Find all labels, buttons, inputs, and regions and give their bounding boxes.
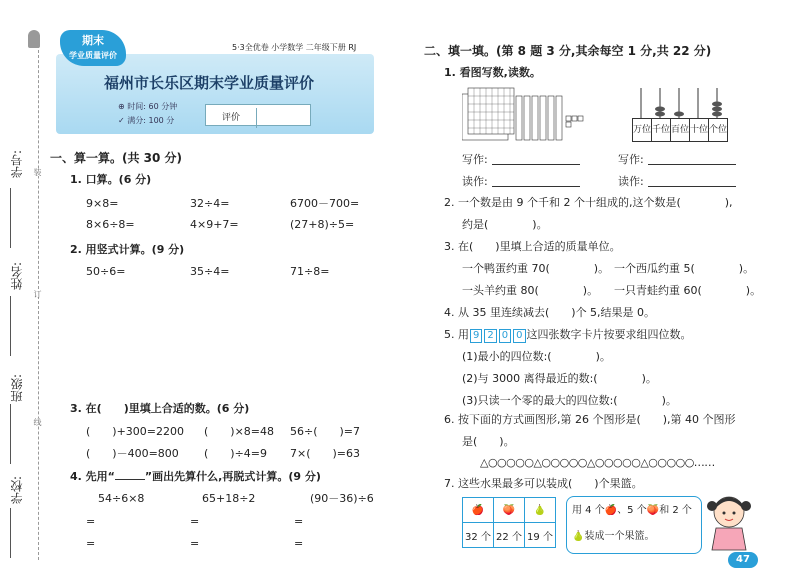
equals-sign: = bbox=[294, 515, 304, 528]
badge-line2: 学业质量评价 bbox=[69, 51, 117, 60]
abacus-place-table bbox=[632, 118, 728, 142]
s2-q6-line1: 6. 按下面的方式画图形,第 26 个图形是( ),第 40 个图形 bbox=[444, 413, 736, 426]
read-blank bbox=[648, 186, 736, 187]
bubble-line1: 用 4 个🍎、5 个🍑和 2 个 bbox=[572, 505, 692, 516]
s2-q5-label: 5. 用 9 2 0 0 这四张数字卡片按要求组四位数。 bbox=[444, 328, 692, 341]
vertical-calc-item: 50÷6= bbox=[86, 265, 126, 278]
binding-line bbox=[38, 40, 39, 560]
vertical-calc-item: 35÷4= bbox=[190, 265, 230, 278]
oral-item: 6700－700= bbox=[290, 197, 360, 210]
section2-heading: 二、填一填。(第 8 题 3 分,其余每空 1 分,共 22 分) bbox=[424, 44, 712, 58]
step-calc-item: 65+18÷2 bbox=[202, 492, 256, 505]
name-label: 姓名: bbox=[10, 262, 24, 291]
fruit-count: 19 个 bbox=[525, 523, 556, 548]
write-blank bbox=[492, 164, 580, 165]
unit-item: 一个鸭蛋约重 70( )。 bbox=[462, 262, 610, 275]
page-title: 福州市长乐区期末学业质量评价 bbox=[104, 74, 315, 92]
full-score-info: ✓ 满分: 100 分 bbox=[118, 116, 175, 125]
badge-line1: 期末 bbox=[82, 34, 104, 47]
digit-card: 0 bbox=[513, 329, 525, 343]
place-cell: 千位 bbox=[652, 119, 671, 142]
cube-blocks-illustration bbox=[462, 86, 592, 146]
place-cell: 万位 bbox=[633, 119, 652, 142]
s2-q4: 4. 从 35 里连续减去( )个 5,结果是 0。 bbox=[444, 306, 656, 319]
s2-q3-label: 3. 在( )里填上合适的质量单位。 bbox=[444, 240, 621, 253]
girl-character-icon bbox=[704, 492, 754, 554]
oral-item: 8×6÷8= bbox=[86, 218, 135, 231]
equals-sign: = bbox=[294, 537, 304, 550]
write-label: 写作: bbox=[462, 153, 488, 166]
fruit-count: 22 个 bbox=[494, 523, 525, 548]
rocket-icon bbox=[28, 30, 40, 48]
step-calc-item: (90－36)÷6 bbox=[310, 492, 374, 505]
s2-q2-line1: 2. 一个数是由 9 个千和 2 个十组成的,这个数是( ), bbox=[444, 196, 733, 209]
fill-item: ( )+300=2200 bbox=[86, 425, 185, 438]
shape-pattern: △○○○○○△○○○○○△○○○○○△○○○○○…… bbox=[480, 456, 715, 469]
write-label: 写作: bbox=[618, 153, 644, 166]
cut-mark: 装 bbox=[33, 168, 42, 176]
q5-subitem: (1)最小的四位数:( )。 bbox=[462, 350, 611, 363]
read-blank bbox=[492, 186, 580, 187]
oral-item: (27+8)÷5= bbox=[290, 218, 355, 231]
pear-icon: 🍐 bbox=[525, 498, 556, 523]
place-cell: 百位 bbox=[671, 119, 690, 142]
fill-item: 56÷( )=7 bbox=[290, 425, 361, 438]
fruit-count: 32 个 bbox=[463, 523, 494, 548]
class-label: 班级: bbox=[10, 374, 24, 403]
student-no-label: 学号: bbox=[10, 150, 24, 179]
vertical-calc-item: 71÷8= bbox=[290, 265, 330, 278]
school-line bbox=[10, 508, 11, 558]
place-cell: 十位 bbox=[690, 119, 709, 142]
fruit-table bbox=[462, 497, 556, 548]
apple-icon: 🍎 bbox=[463, 498, 494, 523]
page-number: 47 bbox=[728, 552, 758, 568]
school-label: 学校: bbox=[10, 476, 24, 505]
oral-item: 4×9+7= bbox=[190, 218, 239, 231]
unit-item: 一头羊约重 80( )。 bbox=[462, 284, 599, 297]
place-cell: 个位 bbox=[709, 119, 728, 142]
fill-item: ( )－400=800 bbox=[86, 447, 179, 460]
digit-card: 2 bbox=[484, 329, 496, 343]
section1-heading: 一、算一算。(共 30 分) bbox=[50, 151, 183, 165]
cut-mark: 线 bbox=[33, 418, 42, 426]
digit-card: 0 bbox=[499, 329, 511, 343]
oral-item: 9×8= bbox=[86, 197, 119, 210]
q1-label: 1. 口算。(6 分) bbox=[70, 173, 152, 186]
bubble-line2: 🍐装成一个果篮。 bbox=[572, 531, 655, 542]
equals-sign: = bbox=[86, 515, 96, 528]
peach-icon: 🍑 bbox=[646, 505, 660, 516]
pear-icon: 🍐 bbox=[572, 531, 585, 542]
s2-q1-label: 1. 看图写数,读数。 bbox=[444, 66, 541, 79]
score-label: 评价 bbox=[206, 108, 257, 128]
unit-item: 一只青蛙约重 60( )。 bbox=[614, 284, 762, 297]
exam-badge bbox=[60, 30, 126, 66]
fill-item: ( )÷4=9 bbox=[204, 447, 268, 460]
q2-label: 2. 用竖式计算。(9 分) bbox=[70, 243, 185, 256]
abacus-illustration bbox=[632, 82, 728, 120]
read-label: 读作: bbox=[462, 175, 488, 188]
s2-q6-line2: 是( )。 bbox=[462, 435, 515, 448]
fill-item: ( )×8=48 bbox=[204, 425, 275, 438]
equals-sign: = bbox=[190, 537, 200, 550]
cut-mark: 订 bbox=[33, 290, 42, 298]
q3-label: 3. 在( )里填上合适的数。(6 分) bbox=[70, 402, 250, 415]
series-info: 5·3全优卷 小学数学 二年级下册 RJ bbox=[232, 43, 357, 52]
equals-sign: = bbox=[190, 515, 200, 528]
unit-item: 一个西瓜约重 5( )。 bbox=[614, 262, 755, 275]
step-calc-item: 54÷6×8 bbox=[98, 492, 145, 505]
student-no-line bbox=[10, 188, 11, 248]
s2-q7-label: 7. 这些水果最多可以装成( )个果篮。 bbox=[444, 477, 643, 490]
score-box bbox=[205, 104, 311, 126]
fill-item: 7×( )=63 bbox=[290, 447, 361, 460]
q4-label: 4. 先用“ ”画出先算什么,再脱式计算。(9 分) bbox=[70, 470, 321, 483]
s2-q2-line2: 约是( )。 bbox=[462, 218, 548, 231]
apple-icon: 🍎 bbox=[604, 505, 618, 516]
write-blank bbox=[648, 164, 736, 165]
q5-subitem: (2)与 3000 离得最近的数:( )。 bbox=[462, 372, 657, 385]
time-info: ⊕ 时间: 60 分钟 bbox=[118, 102, 178, 111]
peach-icon: 🍑 bbox=[494, 498, 525, 523]
name-line bbox=[10, 296, 11, 356]
q5-subitem: (3)只读一个零的最大的四位数:( )。 bbox=[462, 394, 677, 407]
oral-item: 32÷4= bbox=[190, 197, 230, 210]
underline-mark bbox=[115, 479, 145, 480]
read-label: 读作: bbox=[618, 175, 644, 188]
digit-card: 9 bbox=[470, 329, 482, 343]
equals-sign: = bbox=[86, 537, 96, 550]
class-line bbox=[10, 404, 11, 464]
